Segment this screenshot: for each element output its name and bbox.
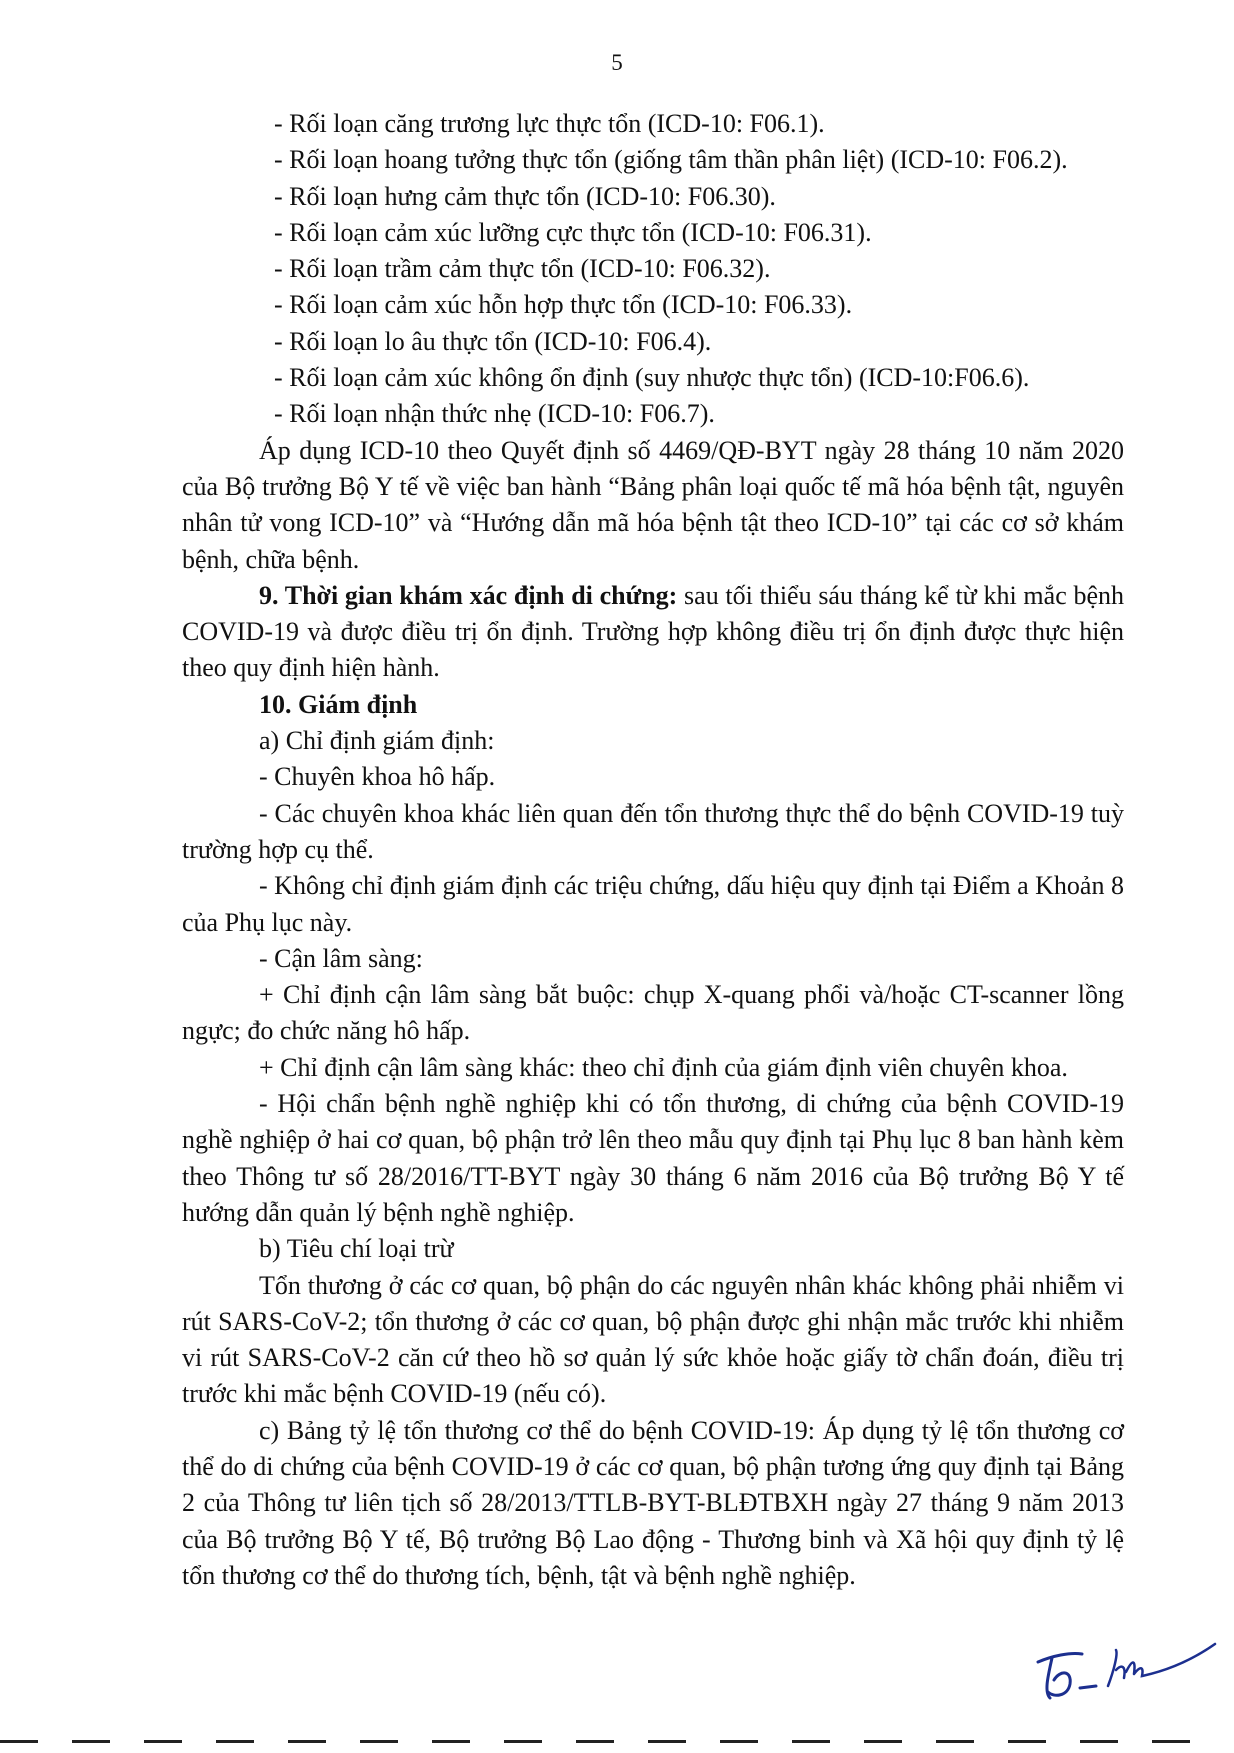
page-number: 5 [611, 50, 623, 75]
list-item: - Rối loạn hoang tưởng thực tổn (giống tâm thần phân liệt) (ICD-10: F06.2). [274, 145, 1068, 175]
section-9-text: sau tối thiểu sáu tháng kể từ khi mắc bệnh COVID-19 và được điều trị ổn định. Trường hợp không điều trị ổn định được thực hiện theo quy định hiện hành. [182, 580, 1124, 683]
list-item: - Rối loạn lo âu thực tổn (ICD-10: F06.4). [274, 326, 712, 356]
page-edge-marks [0, 1740, 1234, 1746]
section-10c-text: c) Bảng tỷ lệ tổn thương cơ thể do bệnh COVID-19: Áp dụng tỷ lệ tổn thương cơ thể do di chứng của bệnh COVID-19 ở các cơ quan, bộ phận tương ứng quy định tại Bảng 2 của Thông tư liên tịch số 28/2013/TTLB-BYT-BLĐTBXH ngày 27 tháng 9 năm 2013 của Bộ trưởng Bộ Y tế, Bộ trưởng Bộ Lao động - Thương binh và Xã hội quy định tỷ lệ tổn thương cơ thể do thương tích, bệnh, tật và bệnh nghề nghiệp. [182, 1415, 1124, 1590]
list-item: - Rối loạn cảm xúc không ổn định (suy nhược thực tổn) (ICD-10:F06.6). [274, 363, 1030, 393]
list-item: - Rối loạn hưng cảm thực tổn (ICD-10: F06.30). [274, 181, 776, 211]
document-body [182, 106, 1124, 1594]
list-item: - Các chuyên khoa khác liên quan đến tổn thương thực thể do bệnh COVID-19 tuỳ trường hợp cụ thể. [182, 798, 1124, 864]
handwritten-signature [1030, 1640, 1220, 1710]
list-item: - Hội chẩn bệnh nghề nghiệp khi có tổn thương, di chứng của bệnh COVID-19 nghề nghiệp ở hai cơ quan, bộ phận trở lên theo mẫu quy định tại Phụ lục 8 ban hành kèm theo Thông tư số 28/2016/TT-BYT ngày 30 tháng 6 năm 2016 của Bộ trưởng Bộ Y tế hướng dẫn quản lý bệnh nghề nghiệp. [182, 1089, 1124, 1227]
section-10-heading: 10. Giám định [259, 689, 418, 719]
list-item: - Rối loạn trầm cảm thực tổn (ICD-10: F06.32). [274, 254, 771, 284]
list-item: - Rối loạn cảm xúc hỗn hợp thực tổn (ICD-10: F06.33). [274, 290, 853, 320]
list-item: - Rối loạn nhận thức nhẹ (ICD-10: F06.7). [274, 399, 715, 429]
section-10b-text: Tổn thương ở các cơ quan, bộ phận do các nguyên nhân khác không phải nhiễm vi rút SARS-CoV-2; tổn thương ở các cơ quan, bộ phận được ghi nhận mắc trước khi nhiễm vi rút SARS-CoV-2 căn cứ theo hồ sơ quản lý sức khỏe hoặc giấy tờ chẩn đoán, điều trị trước khi mắc bệnh COVID-19 (nếu có). [182, 1270, 1124, 1409]
list-item: - Rối loạn căng trương lực thực tổn (ICD-10: F06.1). [274, 109, 825, 138]
section-9-paragraph [182, 578, 1124, 687]
list-item: - Rối loạn cảm xúc lưỡng cực thực tổn (ICD-10: F06.31). [274, 217, 872, 247]
section-9-heading: 9. Thời gian khám xác định di chứng: [259, 580, 678, 610]
list-item: + Chỉ định cận lâm sàng bắt buộc: chụp X-quang phổi và/hoặc CT-scanner lồng ngực; đo chức năng hô hấp. [182, 980, 1124, 1046]
list-item: - Không chỉ định giám định các triệu chứng, dấu hiệu quy định tại Điểm a Khoản 8 của Phụ lục này. [182, 871, 1124, 937]
list-item: + Chỉ định cận lâm sàng khác: theo chỉ định của giám định viên chuyên khoa. [259, 1052, 1068, 1082]
list-item: - Chuyên khoa hô hấp. [259, 762, 496, 792]
section-10a-title: a) Chỉ định giám định: [259, 726, 495, 756]
section-10b-title: b) Tiêu chí loại trừ [259, 1234, 454, 1264]
list-item: - Cận lâm sàng: [259, 943, 423, 973]
icd-note-paragraph: Áp dụng ICD-10 theo Quyết định số 4469/QĐ-BYT ngày 28 tháng 10 năm 2020 của Bộ trưởng Bộ Y tế về việc ban hành “Bảng phân loại quốc tế mã hóa bệnh tật, nguyên nhân tử vong ICD-10” và “Hướng dẫn mã hóa bệnh tật theo ICD-10” tại các cơ sở khám bệnh, chữa bệnh. [182, 435, 1124, 574]
